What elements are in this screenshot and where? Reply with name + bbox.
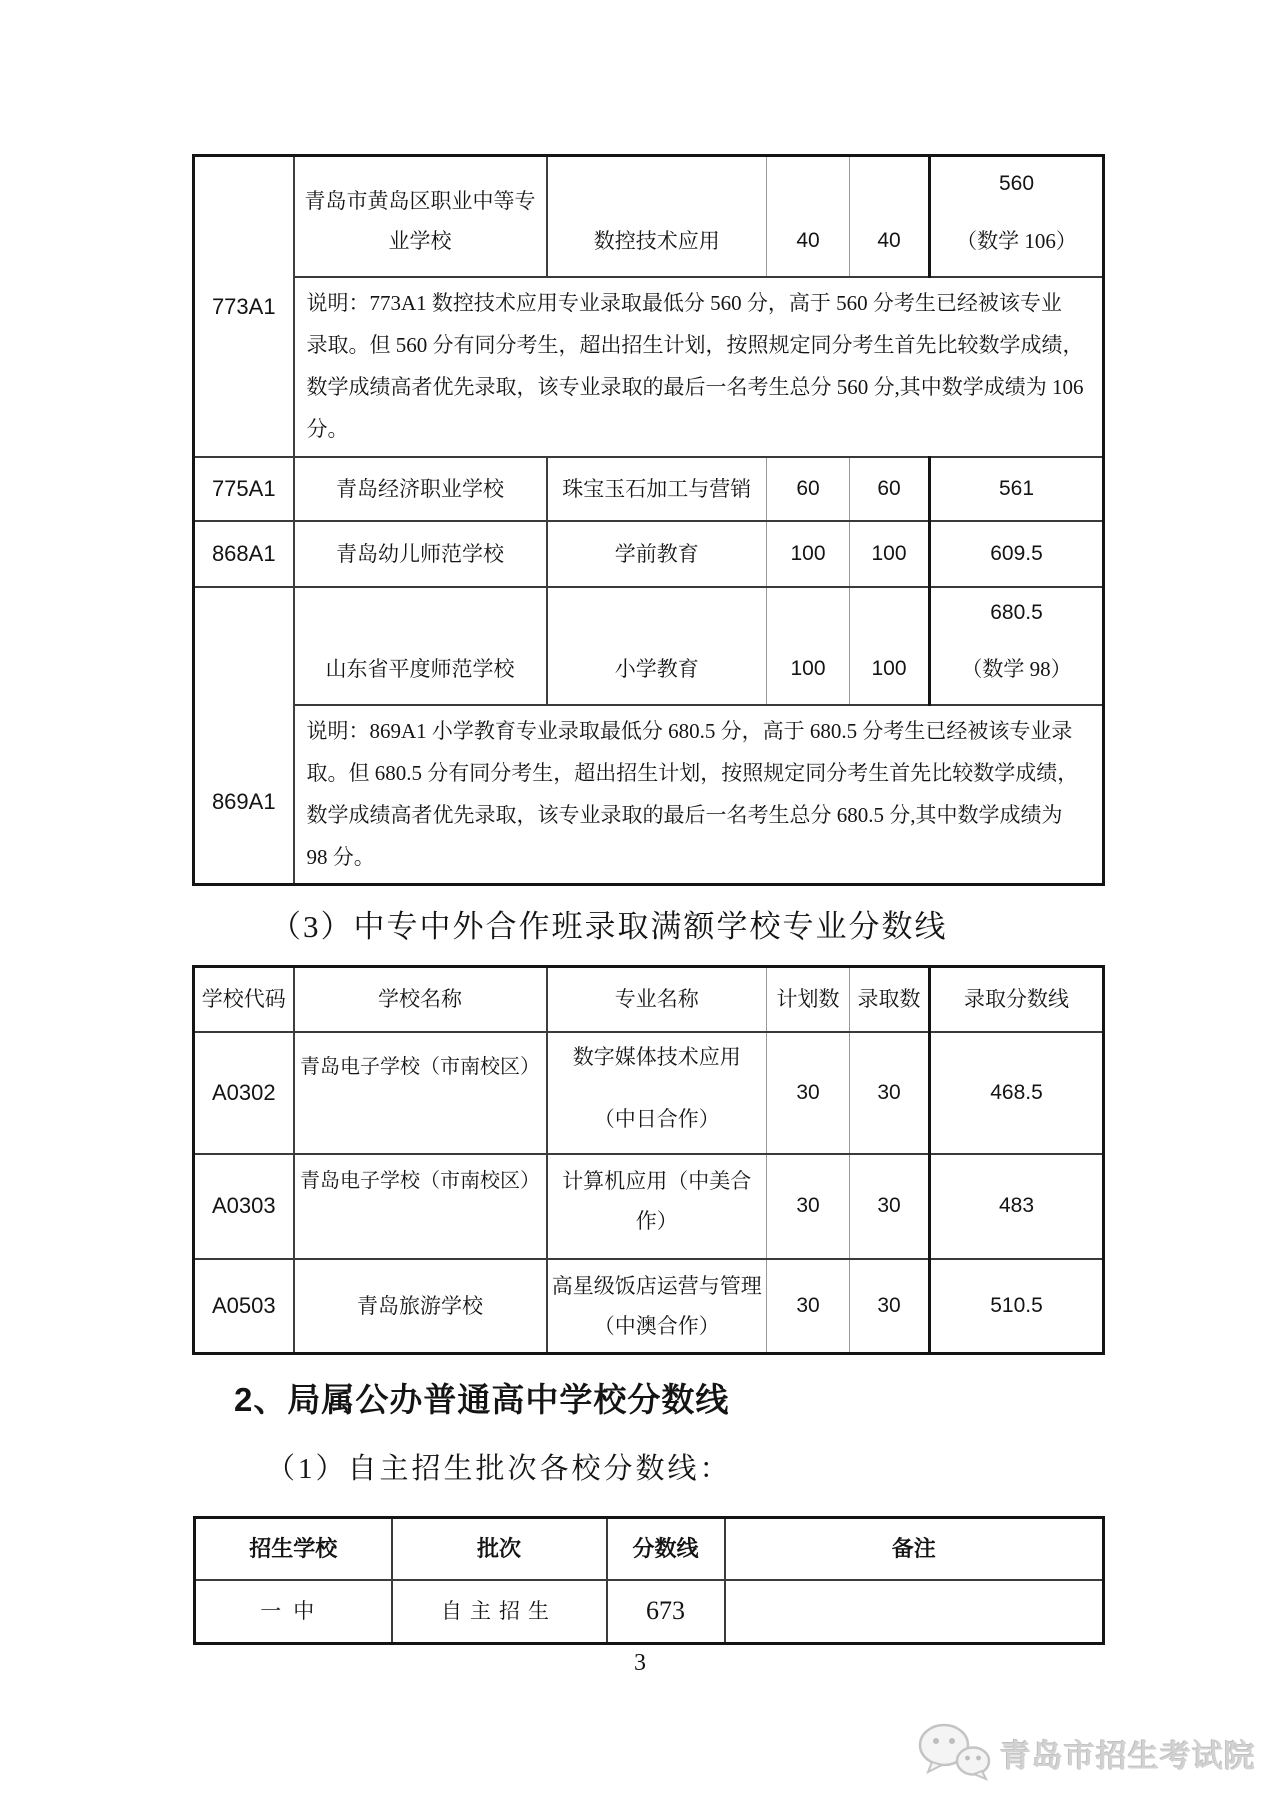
remark-cell <box>294 277 1104 457</box>
score-value: 560 <box>998 171 1035 195</box>
major-name-cell <box>547 521 767 587</box>
school-code-cell <box>194 156 294 457</box>
major-coop-note: （中日合作） <box>593 1106 720 1131</box>
plan-count: 40 <box>796 228 820 252</box>
score-cell <box>930 587 1104 705</box>
plan-count-cell <box>767 521 850 587</box>
watermark-text: 青岛市招生考试院 <box>1000 1739 1256 1774</box>
major-coop-note: （中澳合作） <box>593 1313 720 1338</box>
school-name-cell <box>294 1032 547 1154</box>
header-plan-count: 计划数 <box>767 967 850 1032</box>
score-math-note: （数学 98） <box>961 656 1072 681</box>
coop-score-table <box>192 965 1105 1355</box>
remark-line: 说明：869A1 小学教育专业录取最低分 680.5 分，高于 680.5 分考生已经被该专业录 <box>306 718 1073 743</box>
admitted-count: 100 <box>871 541 907 565</box>
school-name-cell <box>294 587 547 705</box>
score-math-note: （数学 106） <box>956 228 1077 253</box>
section3-heading: （3）中专中外合作班录取满额学校专业分数线 <box>270 909 948 944</box>
school-name: 山东省平度师范学校 <box>325 656 515 681</box>
school-code-cell <box>194 1154 294 1259</box>
major-name: 数控技术应用 <box>593 228 720 253</box>
score-value: 468.5 <box>990 1080 1043 1104</box>
admitted-count-cell <box>850 1032 930 1154</box>
remark-line: 数学成绩高者优先录取，该专业录取的最后一名考生总分 680.5 分,其中数学成绩为 <box>306 802 1063 827</box>
major-name: 计算机应用（中美合作） <box>562 1168 752 1233</box>
header-major-name: 专业名称 <box>547 967 767 1032</box>
table-row <box>194 1032 1104 1154</box>
admitted-count: 40 <box>877 228 901 252</box>
major-name-cell <box>547 1259 767 1354</box>
school-code: 773A1 <box>211 294 276 319</box>
school-name-cell <box>294 457 547 521</box>
table-row <box>194 705 1104 885</box>
school-name: 青岛市黄岛区职业中等专业学校 <box>304 188 536 253</box>
table-row <box>194 521 1104 587</box>
section1-sub-heading: （1）自主招生批次各校分数线： <box>266 1453 732 1485</box>
major-name-cell <box>547 457 767 521</box>
remark-line: 98 分。 <box>306 844 375 869</box>
major-name-cell <box>547 1032 767 1154</box>
school-name-cell <box>294 1259 547 1354</box>
major-name-cell <box>547 156 767 277</box>
admitted-count: 60 <box>877 476 901 500</box>
admitted-count: 30 <box>877 1293 901 1317</box>
plan-count: 100 <box>790 541 826 565</box>
header-batch: 批次 <box>392 1518 607 1580</box>
table-row <box>194 1259 1104 1354</box>
score-cell <box>930 156 1104 277</box>
school-name: 青岛电子学校（市南校区） <box>300 1169 540 1192</box>
school-code-cell <box>194 587 294 885</box>
score-cell: 673 <box>607 1580 725 1644</box>
admitted-count-cell <box>850 1154 930 1259</box>
plan-count: 30 <box>796 1194 820 1217</box>
major-name: 高星级饭店运营与管理 <box>551 1273 762 1298</box>
school-name: 青岛旅游学校 <box>357 1293 483 1318</box>
table-row <box>194 277 1104 457</box>
school-name: 青岛电子学校（市南校区） <box>300 1055 540 1078</box>
admitted-count: 30 <box>877 1080 901 1104</box>
header-school-code: 学校代码 <box>194 967 294 1032</box>
plan-count-cell <box>767 156 850 277</box>
major-name: 小学教育 <box>614 656 699 681</box>
vocational-score-table <box>192 154 1105 886</box>
admitted-count-cell <box>850 156 930 277</box>
plan-count-cell <box>767 457 850 521</box>
header-admitted-count: 录取数 <box>850 967 930 1032</box>
school-code-cell <box>194 1032 294 1154</box>
school-code-cell <box>194 521 294 587</box>
major-name: 数字媒体技术应用 <box>572 1044 741 1069</box>
batch-cell: 自主招生 <box>392 1580 607 1644</box>
major-name-cell <box>547 587 767 705</box>
wechat-logo-icon <box>916 1720 994 1787</box>
section2-main-heading: 2、局属公办普通高中学校分数线 <box>234 1381 730 1418</box>
autonomous-score-table <box>193 1516 1105 1645</box>
score-cell <box>930 1032 1104 1154</box>
school-code: A0303 <box>211 1193 276 1218</box>
score-cell <box>930 457 1104 521</box>
remark-cell <box>725 1580 1104 1644</box>
plan-count-cell <box>767 1154 850 1259</box>
enroll-school-cell: 一中 <box>195 1580 392 1644</box>
school-code-cell <box>194 1259 294 1354</box>
school-code: A0302 <box>211 1079 276 1105</box>
score-value: 561 <box>998 476 1035 500</box>
school-name-cell <box>294 1154 547 1259</box>
school-name-cell <box>294 156 547 277</box>
table-row <box>194 156 1104 277</box>
plan-count: 30 <box>796 1080 820 1104</box>
remark-line: 数学成绩高者优先录取，该专业录取的最后一名考生总分 560 分,其中数学成绩为 106 <box>306 374 1084 399</box>
table-row <box>194 1154 1104 1259</box>
school-name: 青岛经济职业学校 <box>336 476 504 501</box>
table-row <box>194 587 1104 705</box>
school-code: A0503 <box>211 1292 276 1318</box>
header-score-line: 分数线 <box>607 1518 725 1580</box>
school-name: 青岛幼儿师范学校 <box>336 541 504 566</box>
remark-line: 说明：773A1 数控技术应用专业录取最低分 560 分，高于 560 分考生已经被该专业 <box>306 290 1062 315</box>
score-cell <box>930 521 1104 587</box>
table-header-row <box>194 967 1104 1032</box>
admitted-count-cell <box>850 457 930 521</box>
header-school-name: 学校名称 <box>294 967 547 1032</box>
major-name: 珠宝玉石加工与营销 <box>562 476 752 501</box>
school-code-cell <box>194 457 294 521</box>
page-number: 3 <box>634 1650 646 1676</box>
major-name: 学前教育 <box>614 541 699 566</box>
remark-line: 录取。但 560 分有同分考生，超出招生计划，按照规定同分考生首先比较数学成绩， <box>306 332 1084 357</box>
score-value: 483 <box>998 1194 1035 1217</box>
score-cell <box>930 1154 1104 1259</box>
plan-count: 60 <box>796 476 820 500</box>
admitted-count-cell <box>850 1259 930 1354</box>
plan-count: 30 <box>796 1293 820 1317</box>
plan-count-cell <box>767 1259 850 1354</box>
admitted-count: 30 <box>877 1194 901 1217</box>
remark-line: 分。 <box>306 416 349 441</box>
score-value: 680.5 <box>990 600 1043 624</box>
admitted-count-cell <box>850 587 930 705</box>
score-cell <box>930 1259 1104 1354</box>
table-row <box>195 1580 1104 1644</box>
school-name-cell <box>294 521 547 587</box>
school-code: 869A1 <box>211 788 276 814</box>
table-row <box>194 457 1104 521</box>
score-value: 510.5 <box>990 1293 1043 1317</box>
admitted-count: 100 <box>871 656 907 680</box>
remark-cell <box>294 705 1104 885</box>
issuer-watermark <box>916 1720 1256 1787</box>
major-name-cell <box>547 1154 767 1259</box>
remark-line: 取。但 680.5 分有同分考生，超出招生计划，按照规定同分考生首先比较数学成绩， <box>306 760 1079 785</box>
plan-count-cell <box>767 587 850 705</box>
school-code: 868A1 <box>211 540 276 566</box>
header-score-line: 录取分数线 <box>930 967 1104 1032</box>
plan-count-cell <box>767 1032 850 1154</box>
school-code: 775A1 <box>211 475 276 501</box>
table-header-row <box>195 1518 1104 1580</box>
header-remark: 备注 <box>725 1518 1104 1580</box>
plan-count: 100 <box>790 656 826 680</box>
score-value: 609.5 <box>990 541 1043 565</box>
header-enroll-school: 招生学校 <box>195 1518 392 1580</box>
admitted-count-cell <box>850 521 930 587</box>
